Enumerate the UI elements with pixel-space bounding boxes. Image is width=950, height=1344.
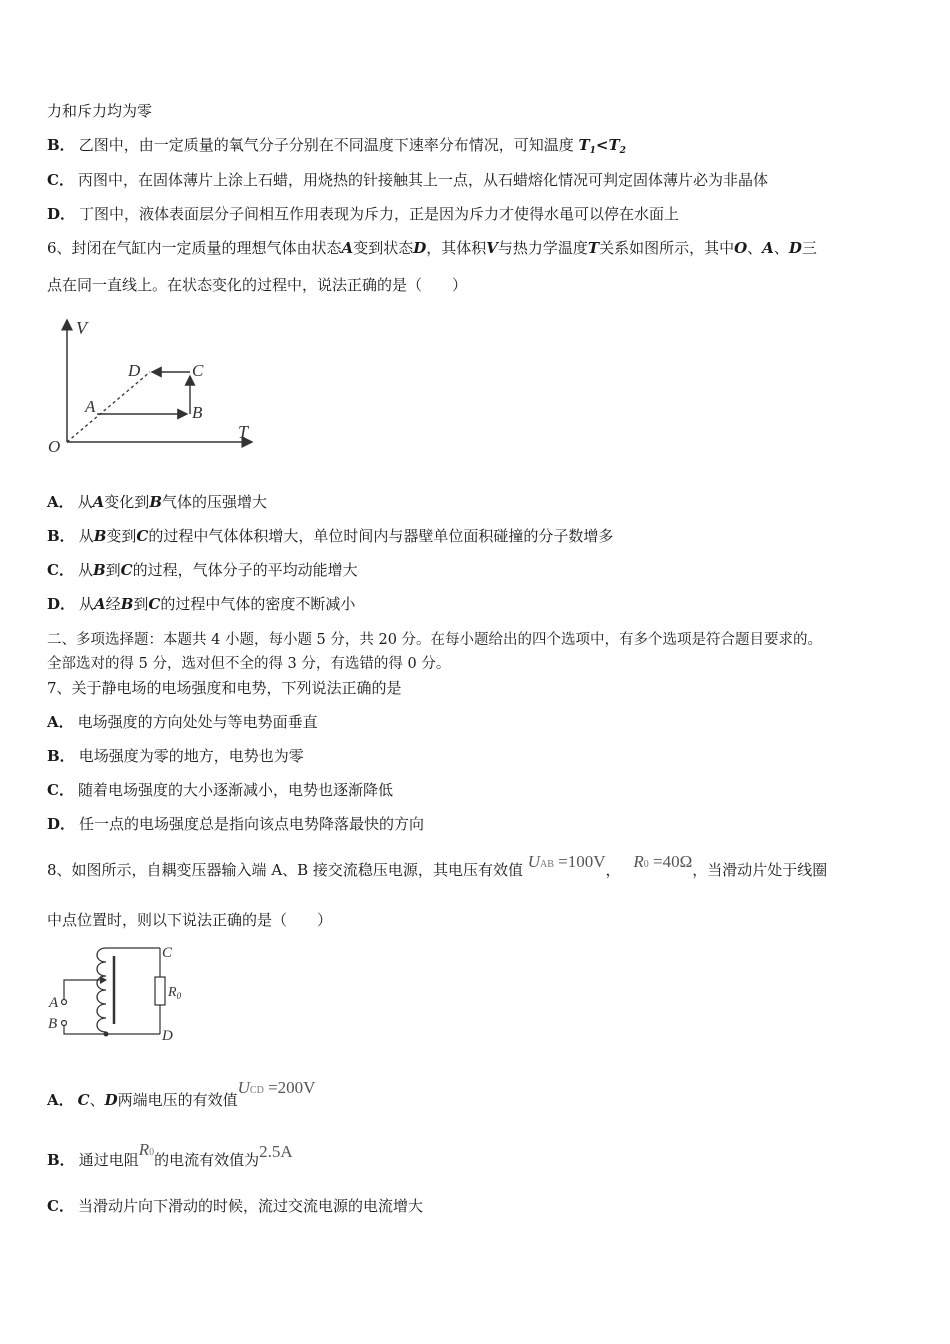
- q5-option-b: B． 乙图中，由一定质量的氧气分子分别在不同温度下速率分布情况，可知温度 $T_1<T_2$: [47, 136, 626, 156]
- q6-option-b: B． 从B变到C的过程中气体体积增大，单位时间内与器壁单位面积碰撞的分子数增多: [47, 527, 614, 545]
- formula-ucd: UCD =200V: [237, 1078, 316, 1097]
- q6-stem-line2: 点在同一直线上。在状态变化的过程中，说法正确的是（ ）: [47, 276, 468, 294]
- q7-option-d: D． 任一点的电场强度总是指向该点电势降落最快的方向: [47, 815, 425, 833]
- formula-r0: R0 =40Ω: [633, 852, 693, 871]
- formula-uab: UAB =100V: [527, 852, 606, 871]
- q5-option-d: D． 丁图中，液体表面层分子间相互作用表现为斥力，正是因为斥力才使得水黾可以停在水面上: [47, 205, 680, 223]
- q8-option-c: C． 当滑动片向下滑动的时候，流过交流电源的电流增大: [47, 1197, 423, 1215]
- q6-option-c: C． 从B到C的过程，气体分子的平均动能增大: [47, 561, 358, 579]
- section-2-heading-line2: 全部选对的得 5 分，选对但不全的得 3 分，有选错的得 0 分。: [47, 656, 451, 672]
- label-c: C: [192, 361, 204, 380]
- q6-option-d: D． 从A经B到C的过程中气体的密度不断减小: [47, 595, 356, 613]
- q7-option-c: C． 随着电场强度的大小逐渐减小，电势也逐渐降低: [47, 781, 393, 799]
- q8-option-b: B． 通过电阻R0的电流有效值为2.5A: [47, 1140, 293, 1169]
- junction-dot: [104, 1032, 109, 1037]
- label-b: B: [48, 1016, 58, 1032]
- label-o: O: [48, 437, 61, 456]
- q7-option-a: A． 电场强度的方向处处与等电势面垂直: [47, 713, 318, 731]
- label-r0: $R_0$: [168, 985, 182, 1001]
- label-d: D: [128, 361, 141, 380]
- q8-option-a: A． C、D两端电压的有效值UCD =200V: [47, 1078, 316, 1109]
- q5-continuation-text: 力和斥力均为零: [47, 102, 153, 120]
- q6-stem-line1: 6、封闭在气缸内一定质量的理想气体由状态A变到状态D，其体积V与热力学温度T关系如图所示，其中O、A、D三: [47, 239, 817, 257]
- q7-stem: 7、关于静电场的电场强度和电势，下列说法正确的是: [47, 679, 402, 697]
- resistor-r0: [155, 977, 165, 1005]
- terminal-b: [62, 1021, 67, 1026]
- section-2-heading: 二、多项选择题：本题共 4 小题，每小题 5 分，共 20 分。在每小题给出的四个选项中，有多个选项是符合题目要求的。: [47, 632, 823, 648]
- q8-stem-line1: 8、如图所示，自耦变压器输入端 A、B 接交流稳压电源，其电压有效值 UAB =100V， R0 =40Ω，当滑动片处于线圈: [47, 852, 828, 879]
- label-v: V: [76, 318, 87, 338]
- label-t: T: [238, 422, 249, 442]
- q8-autotransformer-circuit: [44, 942, 204, 1047]
- label-b: B: [192, 403, 203, 422]
- label-a: A: [49, 995, 59, 1011]
- slider-wire: [64, 980, 100, 1000]
- q7-option-b: B． 电场强度为零的地方，电势也为零: [47, 747, 304, 765]
- terminal-a: [62, 1000, 67, 1005]
- label-c: C: [162, 945, 173, 961]
- q5-option-c: C． 丙图中，在固体薄片上涂上石蜡，用烧热的针接触其上一点，从石蜡熔化情况可判定固体薄片必为非晶体: [47, 171, 768, 189]
- q6-vt-diagram: [40, 310, 270, 460]
- q6-option-a: A． 从A变化到B气体的压强增大: [47, 493, 268, 511]
- dashed-line-oad: [67, 372, 150, 442]
- coil: [97, 948, 106, 1032]
- formula-r0-option: R0: [138, 1140, 155, 1159]
- label-a: A: [85, 397, 96, 416]
- q8-stem-line2: 中点位置时，则以下说法正确的是（ ）: [47, 911, 333, 929]
- formula-current: 2.5A: [259, 1142, 293, 1161]
- slider-arrow-icon: [100, 976, 107, 984]
- label-d: D: [162, 1028, 173, 1044]
